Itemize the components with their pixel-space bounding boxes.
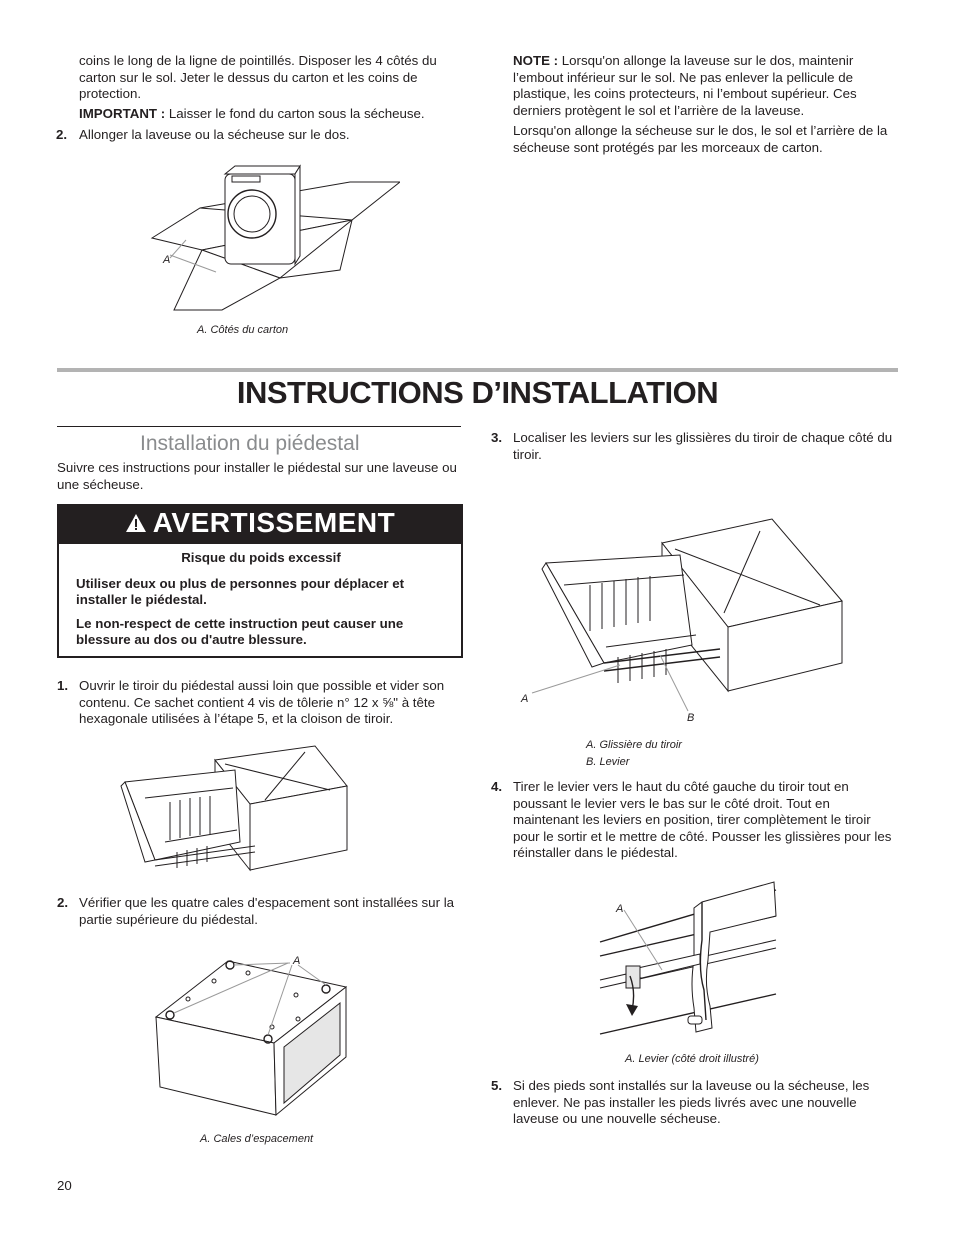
warning-hazard: Risque du poids excessif <box>181 550 341 565</box>
figure-label-a: A <box>163 254 171 266</box>
pedestal-drawer-open-illustration <box>115 742 355 882</box>
figure-label-b: B <box>687 712 695 724</box>
step-number: 1. <box>57 678 69 693</box>
pedestal-spacers-illustration <box>150 955 350 1120</box>
figure-caption: A. Côtés du carton <box>197 324 289 336</box>
step-number: 2. <box>57 895 69 910</box>
page-number: 20 <box>57 1178 72 1193</box>
step-number: 5. <box>491 1078 503 1093</box>
step-text: Allonger la laveuse ou la sécheuse sur le dos. <box>79 127 350 142</box>
dryer-note-text: Lorsqu'on allonge la sécheuse sur le dos, le sol et l’arrière de la sécheuse sont protégés par les morceaux de carton. <box>513 123 888 155</box>
section-rule <box>57 426 461 427</box>
warning-consequence: Le non-respect de cette instruction peut causer une blessure au dos ou d'autre blessure. <box>76 615 404 648</box>
warning-triangle-icon <box>125 513 147 533</box>
section-title: Installation du piédestal <box>140 432 360 455</box>
warning-body <box>57 542 463 658</box>
warning-header-text: AVERTISSEMENT <box>152 507 396 538</box>
note-label: NOTE : <box>513 53 559 68</box>
warning-instruction: Utiliser deux ou plus de personnes pour déplacer et installer le piédestal. <box>76 575 405 608</box>
step-text: Si des pieds sont installés sur la laveuse ou la sécheuse, les enlever. Ne pas installer les pieds livrés avec une nouvelle laveuse ou une nouvelle sécheuse. <box>513 1078 870 1127</box>
figure-caption: A. Levier (côté droit illustré) <box>625 1053 759 1065</box>
note-text: Lorsqu'on allonge la laveuse sur le dos, maintenir l’embout inférieur sur le sol. Ne pas enlever la pellicule de plastique, les coins protecteurs, ni l’embout supérieur. Ces derniers protègent le sol et l’arrière de la laveuse. <box>513 53 857 118</box>
figure-caption-a: A. Glissière du tiroir <box>586 739 682 751</box>
lever-detail-illustration <box>598 880 778 1045</box>
drawer-slides-illustration <box>520 515 850 715</box>
step-number: 2. <box>56 127 68 142</box>
step-text: Localiser les leviers sur les glissières du tiroir de chaque côté du tiroir. <box>513 430 893 462</box>
figure-caption: A. Cales d’espacement <box>200 1133 314 1145</box>
figure-label-a: A <box>521 693 529 705</box>
step-text: Vérifier que les quatre cales d'espacement sont installées sur la partie supérieure du piédestal. <box>79 895 455 927</box>
figure-caption-b: B. Levier <box>586 756 630 768</box>
important-note <box>79 106 461 123</box>
important-text: Laisser le fond du carton sous la sécheuse. <box>165 106 425 121</box>
section-intro: Suivre ces instructions pour installer le piédestal sur une laveuse ou une sécheuse. <box>57 460 457 492</box>
figure-label-a: A <box>293 955 301 967</box>
step-text: Tirer le levier vers le haut du côté gauche du tiroir tout en poussant le levier vers le bas sur le côté droit. Tout en maintenant les leviers en position, tirer complètement le tiroir pour le sortir et le mettre de côté. Pousser les glissières pour les réinstaller dans le piédestal. <box>513 779 892 861</box>
figure-label-a: A <box>616 903 624 915</box>
note-paragraph <box>513 53 897 119</box>
page-title: INSTRUCTIONS D’INSTALLATION <box>236 375 719 410</box>
step-text: Ouvrir le tiroir du piédestal aussi loin que possible et vider son contenu. Ce sachet contient 4 vis de tôlerie n° 12 x ⅝" à tête hexagonale utilisées à l’étape 5, et la cloison de tiroir. <box>79 678 445 727</box>
step-number: 3. <box>491 430 503 445</box>
important-label: IMPORTANT : <box>79 106 166 121</box>
warning-box <box>57 504 463 658</box>
step-number: 4. <box>491 779 503 794</box>
carton-instruction-text: coins le long de la ligne de pointillés. Disposer les 4 côtés du carton sur le sol. Jeter le dessus du carton et les coins de protection. <box>79 53 437 102</box>
warning-header <box>57 504 463 542</box>
title-rule <box>57 368 898 372</box>
washer-on-back-illustration <box>140 160 400 320</box>
